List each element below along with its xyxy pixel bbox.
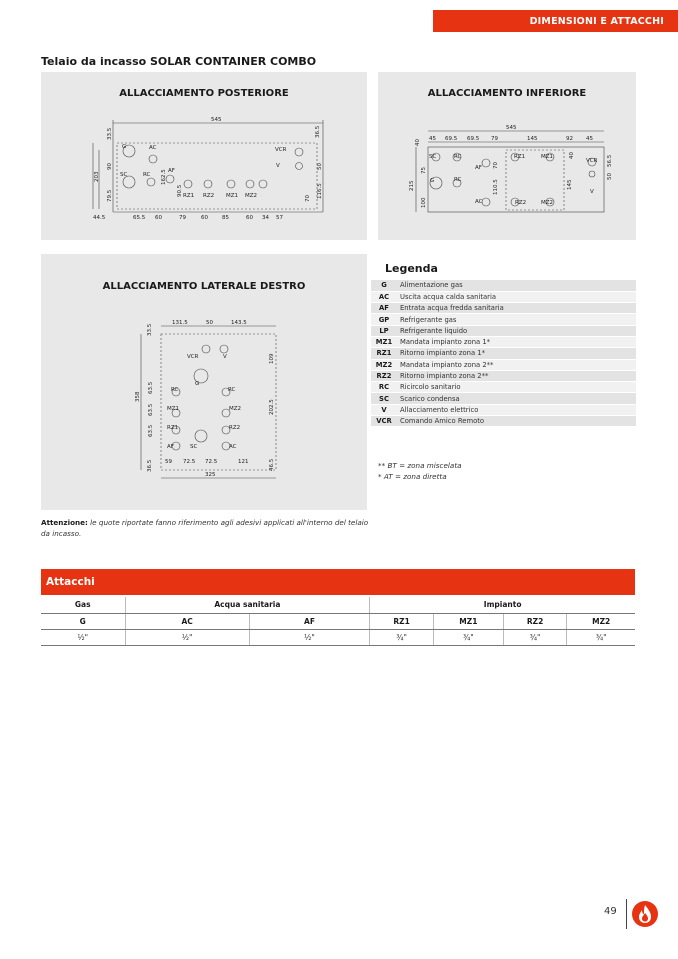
- lat-label-rc-2: RC: [228, 387, 236, 393]
- lat-dim-bottom-1: 72.5: [183, 459, 196, 465]
- legend-row: [371, 404, 636, 415]
- attention-label: Attenzione:: [41, 518, 88, 527]
- attacchi-header: [41, 569, 635, 595]
- inf-dim-left-2: 75: [421, 167, 427, 174]
- dim-right-2: 116.5: [317, 183, 323, 199]
- group-impianto: Impianto: [370, 597, 635, 613]
- lat-label-af: AF: [167, 444, 174, 450]
- lat-label-rz1: RZ1: [167, 425, 179, 431]
- legend-row: [371, 359, 636, 370]
- inf-label-v: V: [590, 189, 594, 195]
- section-header-tab: [433, 10, 678, 32]
- label-ac: AC: [149, 145, 157, 151]
- legend-code: MZ2: [371, 359, 397, 370]
- inf-label-mz2: MZ2: [541, 200, 554, 206]
- legend-row: [371, 370, 636, 381]
- inf-dim-top-1: 45: [429, 136, 436, 142]
- inf-label-vcr: VCR: [586, 158, 598, 164]
- inf-label-rz2: RZ2: [515, 200, 527, 206]
- brand-flame-icon: [631, 900, 659, 928]
- dim-left-0: 33.5: [107, 127, 113, 140]
- legend-code: MZ1: [371, 336, 397, 347]
- dim-right-3: 70: [305, 195, 311, 202]
- dim-left-1: 203: [94, 171, 100, 182]
- dim-left-4: 162.5: [161, 169, 167, 185]
- panel-allacciamento-inferiore: [378, 72, 636, 240]
- lat-dim-bottom-3: 121: [238, 459, 249, 465]
- lat-label-g: G: [195, 381, 200, 387]
- lat-dim-bottom-2: 72.5: [205, 459, 218, 465]
- inf-dim-top-5: 145: [527, 136, 538, 142]
- attacchi-group-row: [41, 597, 635, 613]
- attacchi-value-g: ½": [41, 629, 125, 645]
- dim-bottom-3: 79: [179, 215, 186, 221]
- legend-code: SC: [371, 393, 397, 404]
- inf-dim-inner-2: 40: [569, 152, 575, 159]
- panel-title-laterale: ALLACCIAMENTO LATERALE DESTRO: [102, 281, 306, 292]
- attention-text: le quote riportate fanno riferimento agli adesivi applicati all'interno del telaio da incasso.: [41, 518, 369, 538]
- legend-row: [371, 382, 636, 393]
- inf-dim-top-4: 79: [491, 136, 498, 142]
- label-mz2: MZ2: [245, 193, 258, 199]
- lat-label-v: V: [223, 354, 227, 360]
- dim-bottom-5: 85: [222, 215, 229, 221]
- dim-left-2: 90: [107, 163, 113, 170]
- inf-dim-top-3: 69.5: [467, 136, 480, 142]
- section-header-label: DIMENSIONI E ATTACCHI: [529, 15, 664, 27]
- panel-title-inferiore: ALLACCIAMENTO INFERIORE: [427, 88, 587, 99]
- label-vcr: VCR: [275, 147, 287, 153]
- legend-desc: Refrigerante gas: [397, 314, 636, 325]
- laterale-drawing: [41, 254, 367, 510]
- lat-dim-bottom-0: 59: [165, 459, 172, 465]
- legend-code: AC: [371, 291, 397, 302]
- footnote-at: * AT = zona diretta: [378, 472, 447, 481]
- legend-code: G: [371, 280, 397, 291]
- attacchi-col-rz2: RZ2: [503, 613, 567, 629]
- inf-label-rc-1: RC: [454, 154, 462, 160]
- legend-desc: Uscita acqua calda sanitaria: [397, 291, 636, 302]
- legend-code: V: [371, 404, 397, 415]
- lat-dim-top-0: 131.5: [172, 320, 188, 326]
- inf-dim-inner-0: 70: [493, 162, 499, 169]
- inf-dim-top-2: 69.5: [445, 136, 458, 142]
- legend-code: AF: [371, 303, 397, 314]
- legend-table: [371, 280, 636, 427]
- dim-bottom-6: 60: [246, 215, 253, 221]
- legend-code: RC: [371, 382, 397, 393]
- legend-desc: Ritorno impianto zona 2**: [397, 370, 636, 381]
- attacchi-col-ac: AC: [125, 613, 249, 629]
- dim-right-1: 50: [317, 163, 323, 170]
- lat-dim-left-0: 33.5: [147, 323, 153, 336]
- legend-desc: Mandata impianto zona 1*: [397, 336, 636, 347]
- lat-label-mz2: MZ2: [229, 406, 242, 412]
- legend-code: LP: [371, 325, 397, 336]
- legend-desc: Ritorno impianto zona 1*: [397, 348, 636, 359]
- dim-bottom-7: 34: [262, 215, 269, 221]
- dim-left-3: 79.5: [107, 189, 113, 202]
- label-sc: SC: [120, 172, 128, 178]
- footer-divider: [626, 899, 627, 929]
- legend-desc: Refrigerante liquido: [397, 325, 636, 336]
- inf-dim-right-0: 56.5: [607, 154, 613, 167]
- lat-dim-left-5: 36.5: [147, 459, 153, 472]
- group-acqua-sanitaria: Acqua sanitaria: [125, 597, 370, 613]
- inf-dim-left-0: 40: [415, 139, 421, 146]
- inf-label-rz1: RZ1: [514, 154, 526, 160]
- legend-code: GP: [371, 314, 397, 325]
- page-number: 49: [604, 906, 617, 917]
- lat-dim-left-3: 63.5: [148, 403, 154, 416]
- panel-title-posteriore: ALLACCIAMENTO POSTERIORE: [119, 88, 289, 99]
- label-mz1: MZ1: [226, 193, 239, 199]
- attacchi-col-mz2: MZ2: [567, 613, 635, 629]
- attacchi-value-mz1: ¾": [433, 629, 503, 645]
- lat-dim-right-0: 109: [269, 353, 275, 364]
- lat-label-rz2: RZ2: [229, 425, 241, 431]
- dim-left-5: 90.5: [177, 184, 183, 197]
- legend-row: [371, 280, 636, 291]
- legend-desc: Mandata impianto zona 2**: [397, 359, 636, 370]
- attacchi-col-rz1: RZ1: [370, 613, 434, 629]
- lat-dim-left-1: 358: [135, 391, 141, 402]
- legend-desc: Entrata acqua fredda sanitaria: [397, 303, 636, 314]
- footnote-bt: ** BT = zona miscelata: [378, 461, 462, 470]
- label-g: G: [122, 144, 127, 150]
- legend-footnotes: [378, 460, 462, 482]
- inf-dim-545: 545: [506, 125, 517, 131]
- inf-label-rc-2: RC: [454, 177, 462, 183]
- lat-dim-total: 325: [205, 472, 216, 478]
- attacchi-title: Attacchi: [46, 576, 95, 588]
- legend-desc: Scarico condensa: [397, 393, 636, 404]
- label-rc: RC: [143, 172, 151, 178]
- inf-label-ac: AC: [475, 199, 483, 205]
- inf-dim-inner-3: 145: [567, 179, 573, 190]
- legend-code: RZ2: [371, 370, 397, 381]
- lat-dim-top-2: 143.5: [231, 320, 247, 326]
- attacchi-col-mz1: MZ1: [433, 613, 503, 629]
- dim-545: 545: [211, 117, 222, 123]
- legend-desc: Alimentazione gas: [397, 280, 636, 291]
- lat-dim-left-2: 63.5: [148, 381, 154, 394]
- lat-label-vcr: VCR: [187, 354, 199, 360]
- lat-dim-top-1: 50: [206, 320, 213, 326]
- lat-dim-left-4: 63.5: [148, 424, 154, 437]
- legend-desc: Comando Amico Remoto: [397, 416, 636, 427]
- inf-label-sc: SC: [429, 154, 437, 160]
- lat-label-ac: AC: [229, 444, 237, 450]
- inf-label-g: G: [430, 178, 435, 184]
- attention-note: [41, 517, 371, 539]
- legend-desc: Ricircolo sanitario: [397, 382, 636, 393]
- attacchi-value-ac: ½": [125, 629, 249, 645]
- inf-dim-right-1: 50: [607, 173, 613, 180]
- page-title: Telaio da incasso SOLAR CONTAINER COMBO: [41, 55, 317, 68]
- lat-dim-right-1: 202.5: [269, 399, 275, 415]
- label-rz1: RZ1: [183, 193, 195, 199]
- legend-row: [371, 325, 636, 336]
- inf-dim-inner-1: 110.5: [493, 179, 499, 195]
- inferiore-drawing: [378, 72, 636, 240]
- lat-label-rc-1: RC: [171, 387, 179, 393]
- dim-bottom-1: 65.5: [133, 215, 146, 221]
- dim-right-0: 36.5: [315, 125, 321, 138]
- legend-code: RZ1: [371, 348, 397, 359]
- attacchi-table: [41, 597, 635, 646]
- inf-label-mz1: MZ1: [541, 154, 554, 160]
- legend-row: [371, 314, 636, 325]
- legend-row: [371, 303, 636, 314]
- lat-label-sc: SC: [190, 444, 198, 450]
- legend-row: [371, 348, 636, 359]
- dim-bottom-4: 60: [201, 215, 208, 221]
- dim-bottom-2: 60: [155, 215, 162, 221]
- inf-label-af: AF: [475, 165, 482, 171]
- inf-dim-top-7: 45: [586, 136, 593, 142]
- label-v: V: [276, 163, 280, 169]
- dim-bottom-8: 57: [276, 215, 283, 221]
- attacchi-value-row: [41, 629, 635, 645]
- panel-allacciamento-posteriore: [41, 72, 367, 240]
- attacchi-value-rz1: ¾": [370, 629, 434, 645]
- attacchi-value-mz2: ¾": [567, 629, 635, 645]
- legend-row: [371, 291, 636, 302]
- attacchi-value-af: ½": [249, 629, 370, 645]
- label-rz2: RZ2: [203, 193, 215, 199]
- inf-dim-left-3: 100: [421, 197, 427, 208]
- legend-row: [371, 336, 636, 347]
- legend-row: [371, 393, 636, 404]
- legend-code: VCR: [371, 416, 397, 427]
- group-gas: Gas: [41, 597, 125, 613]
- panel-allacciamento-laterale-destro: [41, 254, 367, 510]
- lat-dim-right-2: 46.5: [269, 458, 275, 471]
- inf-dim-top-6: 92: [566, 136, 573, 142]
- posteriore-drawing: [41, 72, 367, 240]
- attacchi-value-rz2: ¾": [503, 629, 567, 645]
- dim-bottom-0: 44.5: [93, 215, 106, 221]
- lat-label-mz1: MZ1: [167, 406, 180, 412]
- attacchi-col-af: AF: [249, 613, 370, 629]
- legend-title: Legenda: [385, 262, 438, 275]
- attacchi-col-g: G: [41, 613, 125, 629]
- legend-row: [371, 416, 636, 427]
- inf-dim-left-1: 215: [409, 180, 415, 191]
- legend-desc: Allacciamento elettrico: [397, 404, 636, 415]
- attacchi-column-row: [41, 613, 635, 629]
- label-af: AF: [168, 168, 175, 174]
